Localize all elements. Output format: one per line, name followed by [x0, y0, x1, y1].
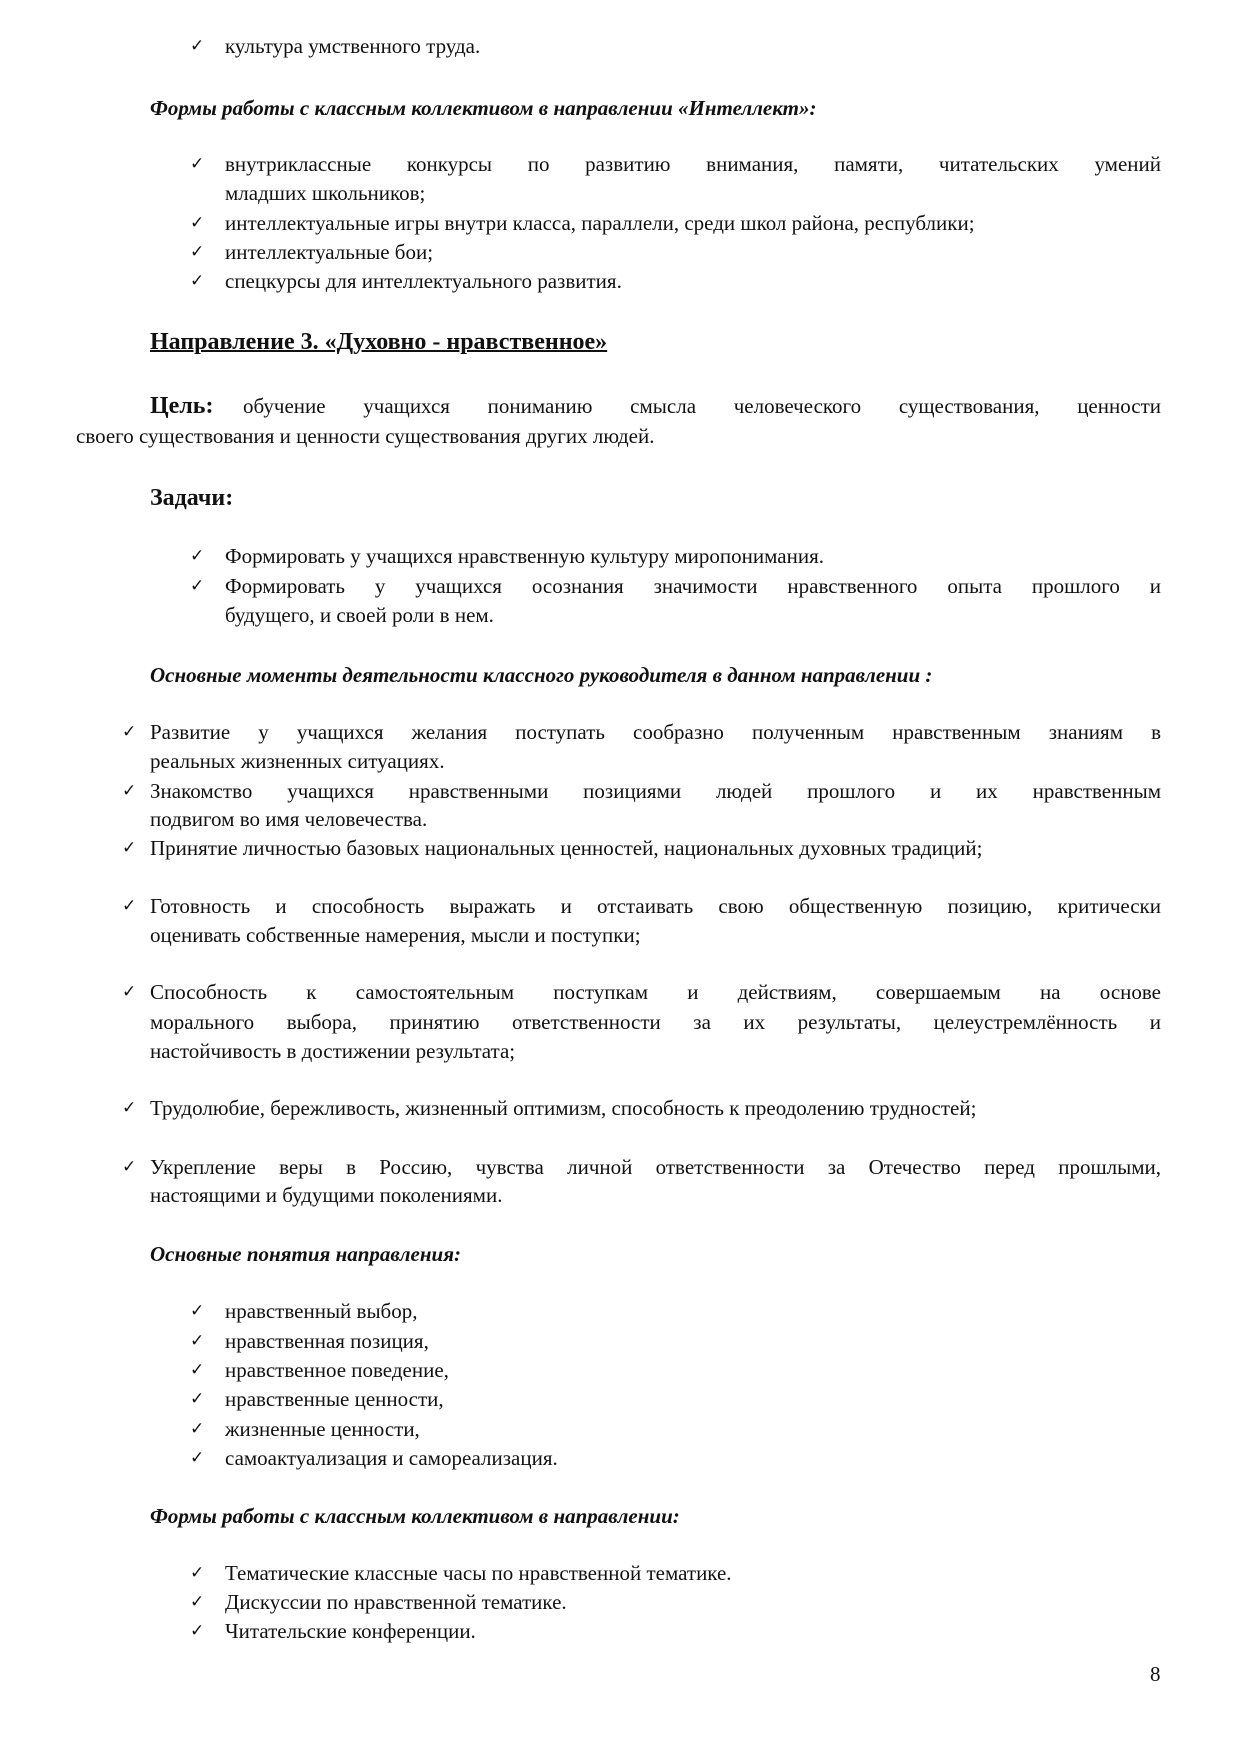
list-item: нравственное поведение, [225, 1358, 449, 1382]
list-item: Развитие у учащихся желания поступать сообразно полученным нравственным знаниям в [150, 720, 1161, 744]
checkmark-icon: ✓ [190, 1592, 205, 1612]
checkmark-icon: ✓ [122, 838, 137, 858]
list-item: Читательские конференции. [225, 1619, 476, 1643]
checkmark-icon: ✓ [190, 213, 205, 233]
checkmark-icon: ✓ [190, 1448, 205, 1468]
checkmark-icon: ✓ [122, 896, 137, 916]
goal-text: обучение учащихся пониманию смысла человеческого существования, ценности [243, 394, 1161, 418]
checkmark-icon: ✓ [190, 36, 205, 56]
checkmark-icon: ✓ [122, 1098, 137, 1118]
list-item: Формировать у учащихся осознания значимости нравственного опыта прошлого и [225, 574, 1161, 598]
checkmark-icon: ✓ [190, 1621, 205, 1641]
list-item: младших школьников; [225, 181, 426, 205]
checkmark-icon: ✓ [190, 1301, 205, 1321]
list-item: Готовность и способность выражать и отстаивать свою общественную позицию, критически [150, 894, 1161, 918]
section-title: Направление 3. «Духовно - нравственное» [150, 329, 608, 355]
checkmark-icon: ✓ [190, 1419, 205, 1439]
list-item: настоящими и будущими поколениями. [150, 1183, 503, 1207]
list-item: оценивать собственные намерения, мысли и поступки; [150, 923, 641, 947]
checkmark-icon: ✓ [190, 1563, 205, 1583]
checkmark-icon: ✓ [190, 271, 205, 291]
checkmark-icon: ✓ [190, 1331, 205, 1351]
page-number: 8 [1150, 1662, 1161, 1686]
list-item: Трудолюбие, бережливость, жизненный оптимизм, способность к преодолению трудностей; [150, 1096, 977, 1120]
checkmark-icon: ✓ [122, 982, 137, 1002]
list-item: подвигом во имя человечества. [150, 807, 428, 831]
list-item: настойчивость в достижении результата; [150, 1039, 516, 1063]
section-subheading: Формы работы с классным коллективом в направлении: [150, 1504, 680, 1528]
list-item: интеллектуальные игры внутри класса, параллели, среди школ района, республики; [225, 211, 975, 235]
checkmark-icon: ✓ [190, 1389, 205, 1409]
checkmark-icon: ✓ [190, 154, 205, 174]
goal-label: Цель: [150, 393, 214, 419]
checkmark-icon: ✓ [190, 546, 205, 566]
list-item: Принятие личностью базовых национальных ценностей, национальных духовных традиций; [150, 836, 983, 860]
checkmark-icon: ✓ [122, 722, 137, 742]
checkmark-icon: ✓ [190, 576, 205, 596]
list-item: Знакомство учащихся нравственными позициями людей прошлого и их нравственным [150, 779, 1161, 803]
list-item: спецкурсы для интеллектуального развития. [225, 269, 622, 293]
list-item: морального выбора, принятию ответственности за их результаты, целеустремлённость и [150, 1010, 1161, 1034]
list-item: культура умственного труда. [225, 34, 481, 58]
list-item: внутриклассные конкурсы по развитию внимания, памяти, читательских умений [225, 152, 1161, 176]
list-item: жизненные ценности, [225, 1417, 420, 1441]
list-item: Формировать у учащихся нравственную культуру миропонимания. [225, 544, 824, 568]
checkmark-icon: ✓ [190, 242, 205, 262]
tasks-label: Задачи: [150, 485, 234, 511]
list-item: интеллектуальные бои; [225, 240, 434, 264]
goal-text: своего существования и ценности существования других людей. [76, 424, 655, 448]
checkmark-icon: ✓ [190, 1360, 205, 1380]
list-item: Способность к самостоятельным поступкам и действиям, совершаемым на основе [150, 980, 1161, 1004]
section-subheading: Основные понятия направления: [150, 1242, 462, 1266]
list-item: Дискуссии по нравственной тематике. [225, 1590, 567, 1614]
list-item: нравственные ценности, [225, 1387, 444, 1411]
checkmark-icon: ✓ [122, 781, 137, 801]
list-item: самоактуализация и самореализация. [225, 1446, 558, 1470]
list-item: нравственный выбор, [225, 1299, 418, 1323]
checkmark-icon: ✓ [122, 1157, 137, 1177]
list-item: реальных жизненных ситуациях. [150, 749, 445, 773]
list-item: будущего, и своей роли в нем. [225, 603, 494, 627]
list-item: Укрепление веры в Россию, чувства личной ответственности за Отечество перед прошлыми, [150, 1155, 1161, 1179]
list-item: нравственная позиция, [225, 1329, 429, 1353]
section-subheading: Основные моменты деятельности классного руководителя в данном направлении : [150, 663, 933, 687]
section-subheading: Формы работы с классным коллективом в направлении «Интеллект»: [150, 96, 817, 120]
list-item: Тематические классные часы по нравственной тематике. [225, 1561, 732, 1585]
